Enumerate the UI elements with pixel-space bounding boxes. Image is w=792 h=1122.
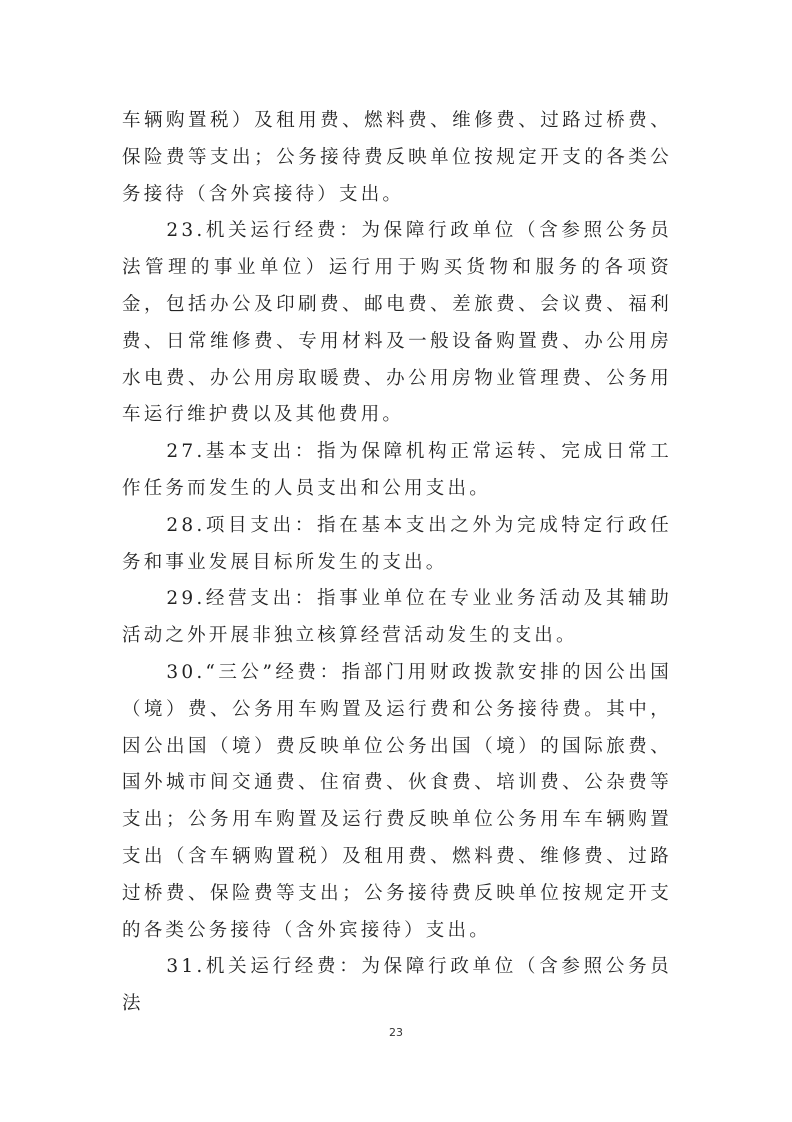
paragraph-item-29: 29.经营支出：指事业单位在专业业务活动及其辅助活动之外开展非独立核算经营活动发生的支出。 xyxy=(122,588,672,647)
paragraph-item-27: 27.基本支出：指为保障机构正常运转、完成日常工作任务而发生的人员支出和公用支出。 xyxy=(122,441,672,499)
paragraph-item-31: 31.机关运行经费：为保障行政单位（含参照公务员法 xyxy=(122,956,672,1015)
page-number: 23 xyxy=(389,1026,403,1039)
paragraph-item-28: 28.项目支出：指在基本支出之外为完成特定行政任务和事业发展目标所发生的支出。 xyxy=(122,514,672,573)
paragraph-continuation: 车辆购置税）及租用费、燃料费、维修费、过路过桥费、保险费等支出；公务接待费反映单位按规定开支的各类公务接待（含外宾接待）支出。 xyxy=(122,110,672,205)
document-body xyxy=(122,103,672,1023)
paragraph-item-23: 23.机关运行经费：为保障行政单位（含参照公务员法管理的事业单位）运行用于购买货物和服务的各项资金，包括办公及印刷费、邮电费、差旅费、会议费、福利费、日常维修费、专用材料及一般设备购置费、办公用房水电费、办公用房取暖费、办公用房物业管理费、公务用车运行维护费以及其他费用。 xyxy=(122,220,672,426)
paragraph-item-30: 30.“三公”经费：指部门用财政拨款安排的因公出国（境）费、公务用车购置及运行费和公务接待费。其中，因公出国（境）费反映单位公务出国（境）的国际旅费、国外城市间交通费、住宿费、伙食费、培训费、公杂费等支出；公务用车购置及运行费反映单位公务用车车辆购置支出（含车辆购置税）及租用费、燃料费、维修费、过路过桥费、保险费等支出；公务接待费反映单位按规定开支的各类公务接待（含外宾接待）支出。 xyxy=(122,661,672,941)
